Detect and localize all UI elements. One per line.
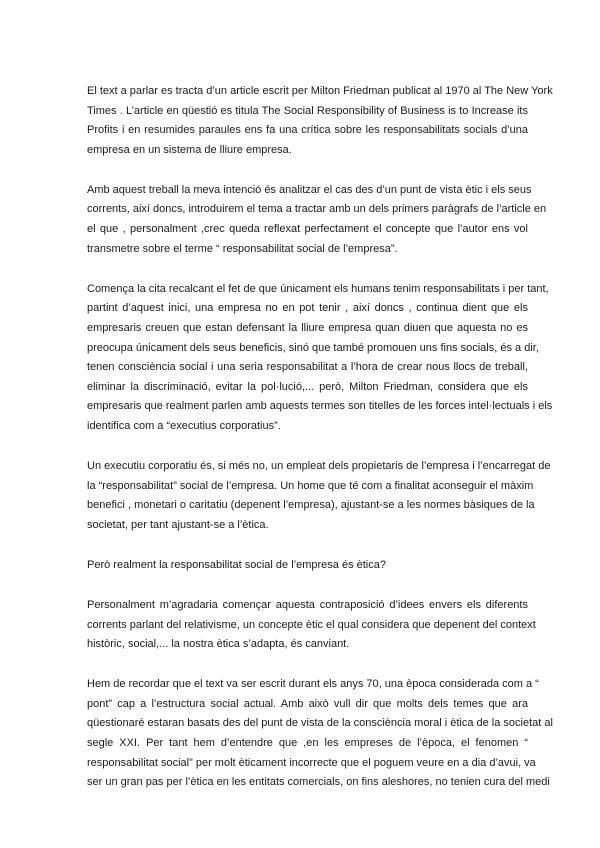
- text-line: preocupa únicament dels seus beneficis, sinó que també promouen uns fins socials, és a dir,: [87, 341, 539, 354]
- text-line: societat, per tant ajustant-se a l’ètica.: [87, 518, 269, 531]
- text-line: identifica com a “executius corporatius”.: [87, 419, 281, 432]
- text-line: corrents, així doncs, introduirem el tema a tractar amb un dels primers paràgrafs de l’article en: [87, 203, 547, 216]
- text-line: qüestionaré estaran basats des del punt de vista de la consciència moral i ètica de la societat al: [87, 717, 553, 730]
- text-line: Amb aquest treball la meva intenció és analitzar el cas des d’un punt de vista ètic i els seus: [87, 183, 532, 196]
- text-line: Times . L’article en qüestió es titula The Social Responsibility of Business is to Increase its: [87, 104, 528, 117]
- text-line: responsabilitat social” per molt èticament incorrecte que el poguem veure en a dia d’avui, va: [87, 756, 536, 769]
- paragraph: [87, 181, 547, 259]
- text-line: el que , personalment ,crec queda reflexat perfectament el concepte que l’autor ens vol: [87, 223, 528, 236]
- text-line: corrents parlant del relativisme, un concepte ètic el qual considera que depenent del context: [87, 618, 536, 631]
- text-line: eliminar la discriminació, evitar la pol·lució,... però, Milton Friedman, considera que els: [87, 380, 528, 393]
- text-line: Un executiu corporatiu és, si més no, un empleat dels propietaris de l’empresa i l’encarregat de: [87, 460, 551, 472]
- text-line: segle XXI. Per tant hem d’entendre que ,en les empreses de l’època, el fenomen “: [87, 737, 528, 750]
- text-line: empresaris que realment parlen amb aquests termes son titelles de les forces intel·lectuals i els: [87, 400, 553, 413]
- text-line: Hem de recordar que el text va ser escrit durant els anys 70, una època considerada com a “: [87, 678, 539, 691]
- paragraph: [87, 675, 553, 793]
- text-line: Però realment la responsabilitat social de l’empresa és ètica?: [87, 558, 386, 571]
- text-line: El text a parlar es tracta d’un article escrit per Milton Friedman publicat al 1970 al The New York: [87, 85, 553, 97]
- text-line: ser un gran pas per l’ètica en les entitats comercials, on fins aleshores, no tenien cura del medi: [87, 776, 550, 789]
- paragraph: [87, 596, 536, 655]
- text-line: Comença la cita recalcant el fet de que únicament els humans tenim responsabilitats i per tant,: [87, 282, 549, 295]
- paragraph: [87, 556, 528, 576]
- text-line: pont” cap a l’estructura social actual. Amb això vull dir que molts dels temes que ara: [87, 697, 528, 710]
- text-line: partint d’aquest inici, una empresa no en pot tenir , així doncs , continua dient que els: [87, 302, 528, 315]
- document-body: [87, 82, 553, 813]
- paragraph: [87, 457, 551, 535]
- text-line: tenen consciència social i una seria responsabilitat a l’hora de crear nous llocs de treball,: [87, 361, 528, 374]
- text-line: la “responsabilitat” social de l’empresa. Un home que té com a finalitat aconseguir el màxim: [87, 479, 534, 492]
- text-line: històric, social,... la nostra ètica s’adapta, és canviant.: [87, 638, 350, 651]
- text-line: benefici , monetari o caritatiu (depenent l’empresa), ajustant-se a les normes bàsiques de la: [87, 499, 535, 512]
- text-line: empresa en un sistema de lliure empresa.: [87, 143, 292, 156]
- text-line: empresaris creuen que estan defensant la lliure empresa quan diuen que aquesta no es: [87, 321, 528, 334]
- text-line: Profits i en resumides paraules ens fa una crítica sobre les responsabilitats socials d’una: [87, 124, 528, 137]
- text-line: Personalment m’agradaria començar aquesta contraposició d’idees envers els diferents: [87, 598, 528, 611]
- paragraph: [87, 82, 553, 160]
- paragraph: [87, 280, 553, 437]
- text-line: transmetre sobre el terme “ responsabilitat social de l’empresa”.: [87, 242, 398, 255]
